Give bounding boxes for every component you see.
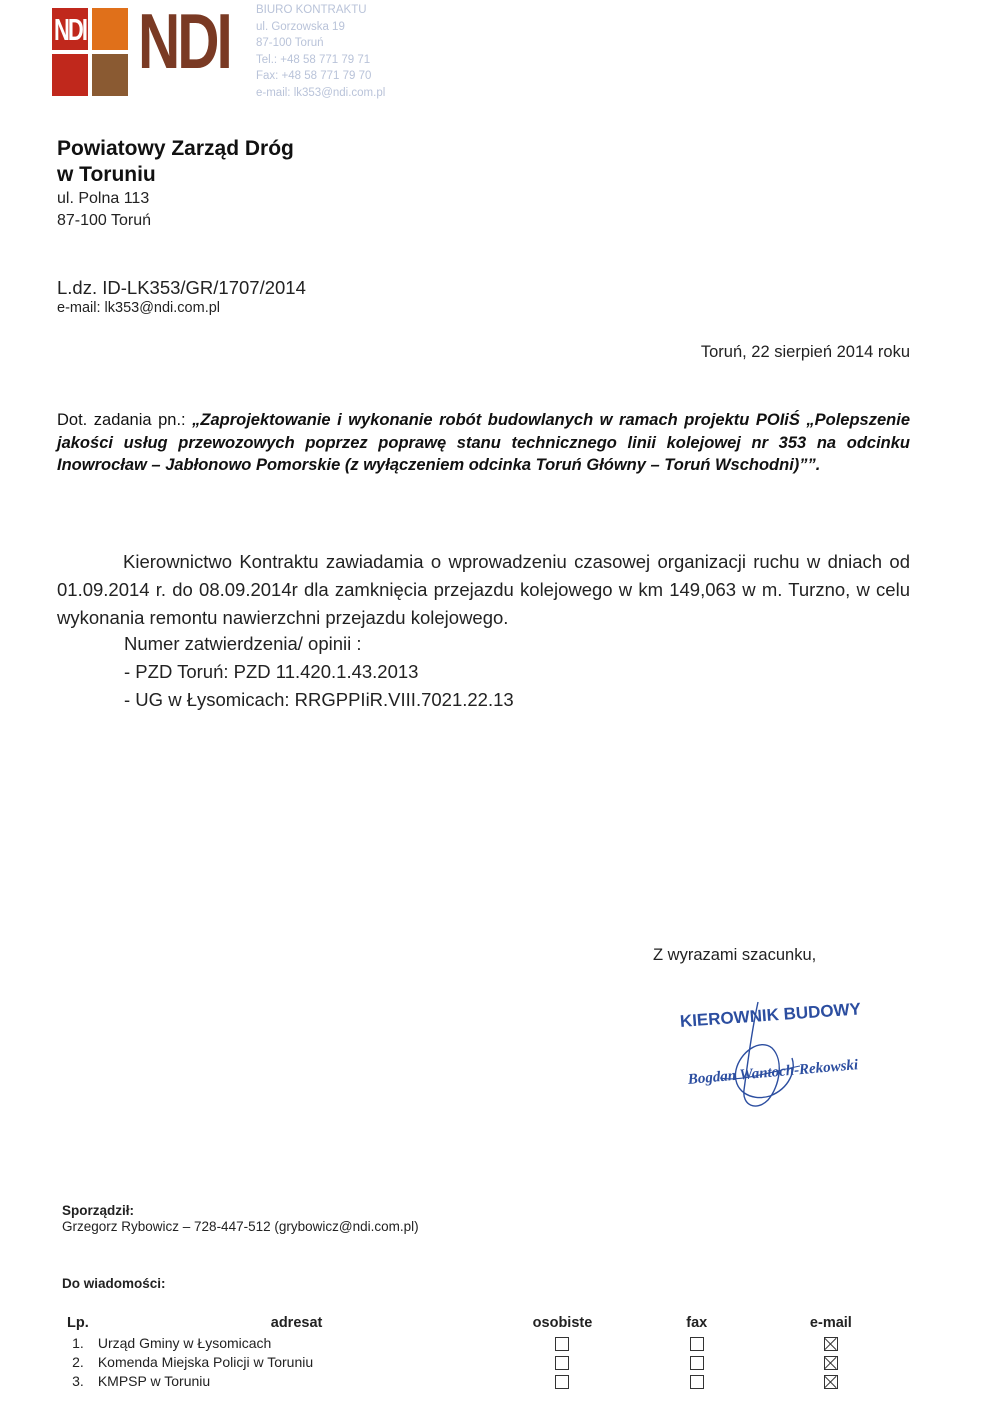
row-addressee: KMPSP w Toruniu: [97, 1372, 211, 1389]
personal-checkbox: [555, 1375, 569, 1389]
office-street: ul. Gorzowska 19: [256, 20, 345, 33]
fax-checkbox: [690, 1356, 704, 1370]
fax-checkbox: [690, 1375, 704, 1389]
logo-square-orange: [92, 8, 128, 50]
row-addressee: Komenda Miejska Policji w Toruniu: [97, 1353, 314, 1370]
row-personal-cell: [495, 1352, 629, 1371]
header-email: e-mail: [809, 1315, 852, 1331]
header-lp: Lp.: [67, 1315, 89, 1331]
office-fax: Fax: +48 58 771 79 70: [256, 70, 372, 82]
logo-square-red: [52, 8, 88, 50]
reference-number: L.dz. ID-LK353/GR/1707/2014: [57, 277, 306, 298]
stamp-name: Bogdan Wantoch-Rekowski: [687, 1057, 859, 1088]
recipient-address: [57, 136, 294, 232]
personal-checkbox: [555, 1337, 569, 1351]
recipient-name-line2: w Toruniu: [57, 163, 156, 186]
distribution-header-row: [58, 1313, 898, 1333]
prepared-by-label: Sporządził:: [62, 1203, 135, 1218]
table-row: [58, 1371, 898, 1390]
row-lp: 1.: [72, 1334, 84, 1351]
handwritten-signature: [700, 1000, 810, 1125]
row-lp: 2.: [72, 1353, 84, 1370]
row-email-cell: [764, 1371, 898, 1390]
row-email-cell: [764, 1352, 898, 1371]
approval-label: Numer zatwierdzenia/ opinii :: [124, 633, 362, 654]
email-checkbox: [824, 1337, 838, 1351]
office-email: e-mail: lk353@ndi.com.pl: [256, 86, 386, 99]
subject-title: „Zaprojektowanie i wykonanie robót budowlanych w ramach projektu POIiŚ „Polepszenie jakości usług przewozowych poprzez poprawę stanu technicznego linii kolejowej nr 353 na odcinku Inowrocław – Jabłonowo Pomorskie (z wyłączeniem odcinka Toruń Główny – Toruń Wschodni)””.: [57, 411, 910, 474]
company-logo: [52, 0, 230, 96]
row-personal-cell: [495, 1371, 629, 1390]
approval-item: - PZD Toruń: PZD 11.420.1.43.2013: [124, 661, 419, 682]
subject-prefix: Dot. zadania pn.:: [57, 411, 193, 429]
row-fax-cell: [630, 1371, 764, 1390]
office-phone: Tel.: +48 58 771 79 71: [256, 53, 371, 66]
distribution-label: Do wiadomości:: [62, 1276, 166, 1291]
letter-date: Toruń, 22 sierpień 2014 roku: [700, 343, 910, 361]
fax-checkbox: [690, 1337, 704, 1351]
stamp-title: KIEROWNIK BUDOWY: [679, 999, 862, 1031]
approval-item: - UG w Łysomicach: RRGPPIiR.VIII.7021.22.13: [124, 689, 514, 710]
row-email-cell: [764, 1333, 898, 1352]
header-personal: osobiste: [532, 1315, 593, 1331]
reference-email: e-mail: lk353@ndi.com.pl: [57, 300, 221, 316]
table-row: [58, 1333, 898, 1352]
logo-squares: [52, 8, 128, 96]
logo-wordmark: NDI: [138, 0, 230, 85]
subject-line: [57, 409, 910, 477]
recipient-street: ul. Polna 113: [57, 190, 150, 207]
logo-square-brown: [92, 54, 128, 96]
prepared-by-value: Grzegorz Rybowicz – 728-447-512 (grybowicz@ndi.com.pl): [62, 1219, 419, 1234]
signature-stamp: [679, 999, 895, 1120]
row-personal-cell: [495, 1333, 629, 1352]
recipient-city: 87-100 Toruń: [57, 212, 151, 229]
recipient-name-line1: Powiatowy Zarząd Dróg: [57, 137, 294, 160]
row-lp: 3.: [72, 1372, 84, 1389]
distribution-table: [58, 1313, 898, 1390]
header-addressee: adresat: [270, 1315, 323, 1331]
row-addressee: Urząd Gminy w Łysomicach: [97, 1334, 272, 1351]
row-fax-cell: [630, 1333, 764, 1352]
personal-checkbox: [555, 1356, 569, 1370]
email-checkbox: [824, 1375, 838, 1389]
approval-list: [124, 630, 514, 714]
office-city: 87-100 Toruń: [256, 37, 324, 49]
table-row: [58, 1352, 898, 1371]
row-fax-cell: [630, 1352, 764, 1371]
office-contact-block: [256, 2, 385, 101]
email-checkbox: [824, 1356, 838, 1370]
header-fax: fax: [686, 1315, 708, 1331]
closing-line: Z wyrazami szacunku,: [653, 946, 817, 964]
logo-square-red-bottom: [52, 54, 88, 96]
logo-square-text: NDI: [54, 12, 86, 47]
office-title: BIURO KONTRAKTU: [256, 4, 367, 16]
body-paragraph: Kierownictwo Kontraktu zawiadamia o wprowadzeniu czasowej organizacji ruchu w dniach od 01.09.2014 r. do 08.09.2014r dla zamknięcia przejazdu kolejowego w km 149,063 w m. Turzno, w celu wykonania remontu nawierzchni przejazdu kolejowego.: [57, 551, 910, 628]
